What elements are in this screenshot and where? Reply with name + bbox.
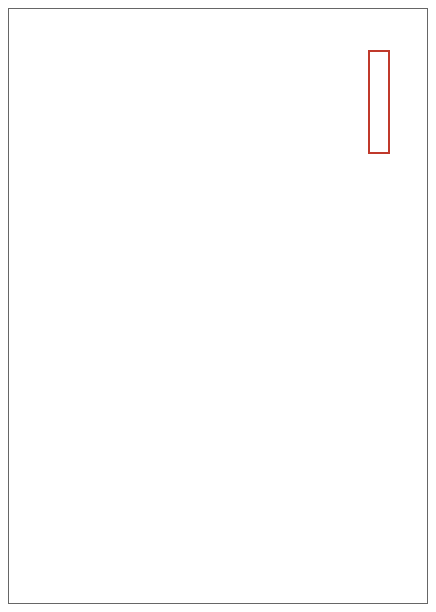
report-sheet (10, 10, 430, 600)
stamp (368, 50, 390, 154)
